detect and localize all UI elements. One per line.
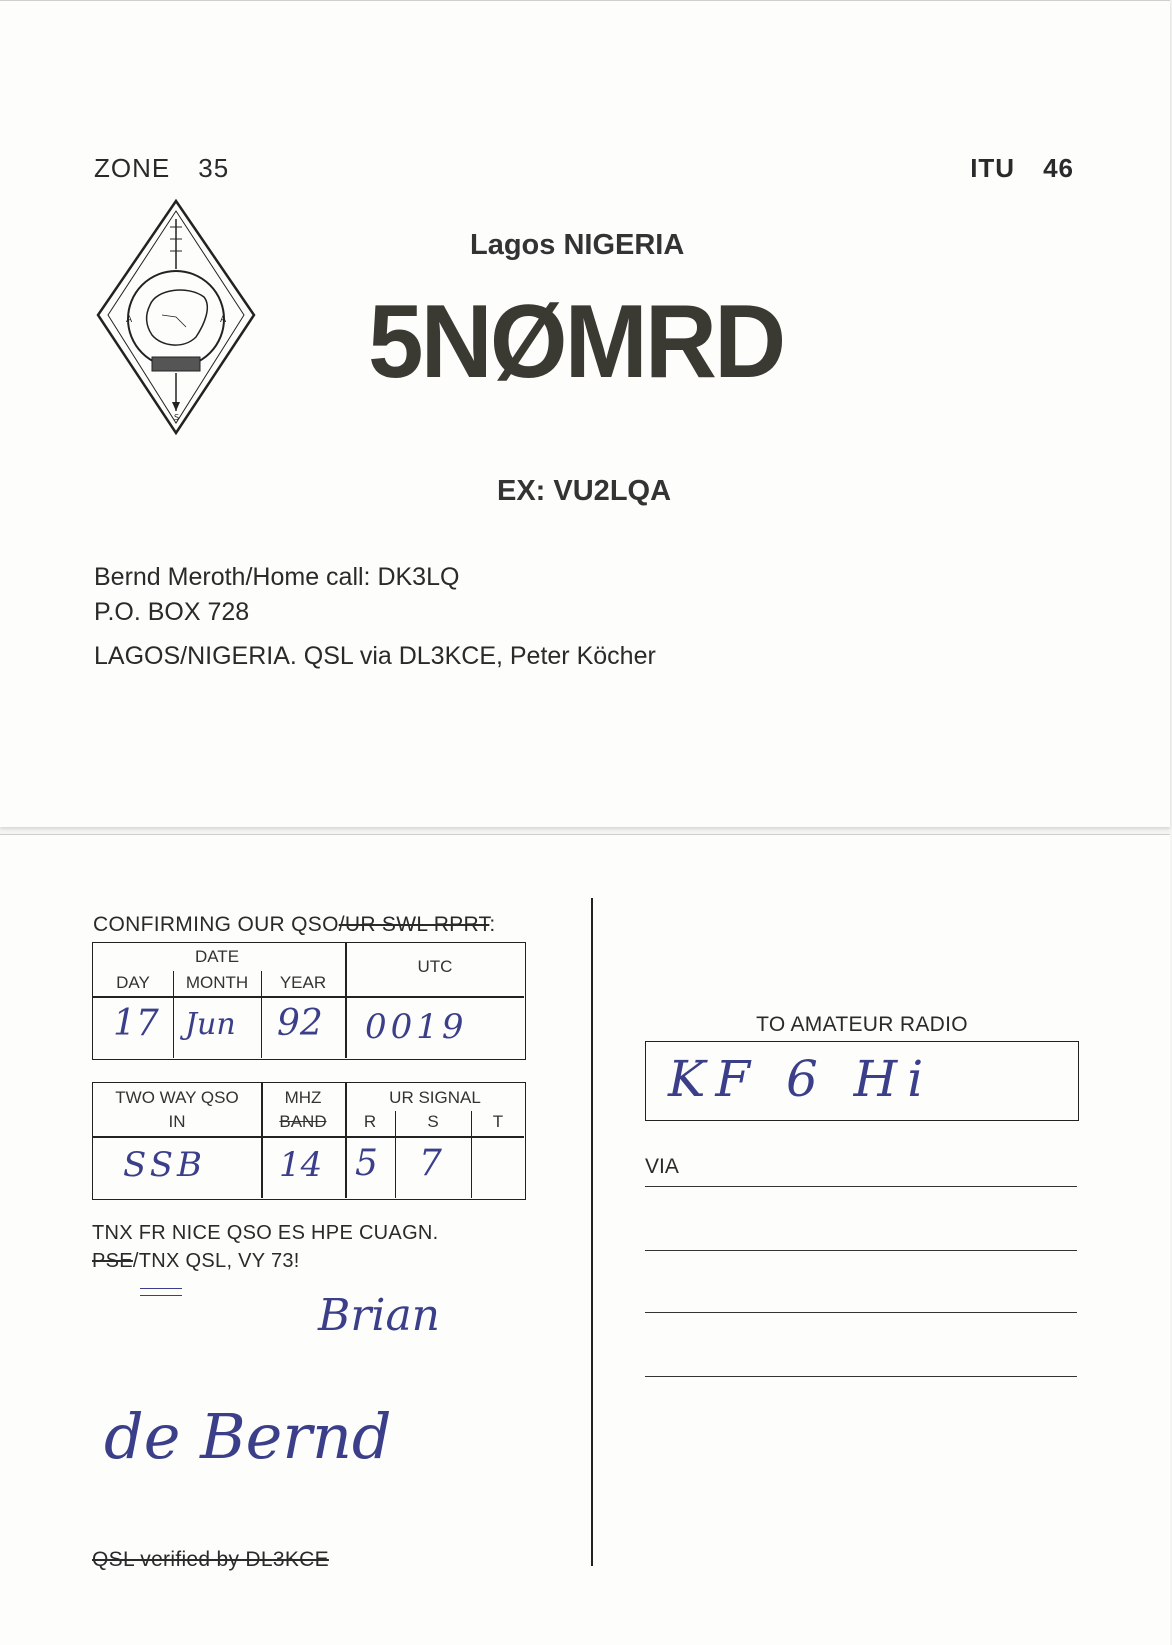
struck-swl-report: /UR SWL RPRT bbox=[338, 913, 490, 936]
svg-text:A: A bbox=[220, 315, 227, 325]
struck-qsl-verified: QSL verified by DL3KCE bbox=[92, 1548, 329, 1571]
date-utc-table bbox=[92, 942, 526, 1060]
signal-header: UR SIGNAL bbox=[389, 1088, 481, 1107]
operator-name-line: Bernd Meroth/Home call: DK3LQ bbox=[94, 563, 460, 591]
qsl-manager-line: LAGOS/NIGERIA. QSL via DL3KCE, Peter Köcher bbox=[94, 642, 656, 670]
former-callsign: EX: VU2LQA bbox=[497, 475, 672, 507]
zone-value: 35 bbox=[198, 153, 230, 183]
utc-header: UTC bbox=[417, 957, 453, 976]
s-value: 7 bbox=[419, 1143, 442, 1184]
svg-text:S: S bbox=[174, 413, 180, 422]
year-header: YEAR bbox=[279, 973, 327, 992]
r-value: 5 bbox=[355, 1143, 378, 1184]
date-header: DATE bbox=[194, 947, 240, 966]
via-line-4 bbox=[645, 1376, 1077, 1377]
utc-value: 0019 bbox=[365, 1007, 468, 1047]
month-value: Jun bbox=[185, 1007, 236, 1042]
mode-header: TWO WAY QSO bbox=[115, 1088, 239, 1107]
band-value: 14 bbox=[279, 1145, 323, 1185]
s-header: S bbox=[427, 1112, 439, 1131]
svg-text:A: A bbox=[126, 315, 133, 325]
underline-mark bbox=[140, 1288, 182, 1296]
mode-value: SSB bbox=[123, 1145, 206, 1185]
via-line-2 bbox=[645, 1250, 1077, 1251]
via-line-3 bbox=[645, 1312, 1077, 1313]
via-line-1 bbox=[645, 1186, 1077, 1187]
recipient-box bbox=[645, 1041, 1079, 1121]
year-value: 92 bbox=[277, 1003, 323, 1044]
po-box-line: P.O. BOX 728 bbox=[94, 598, 250, 626]
t-header: T bbox=[492, 1112, 504, 1131]
qth-city: Lagos NIGERIA bbox=[470, 229, 685, 261]
month-header: MONTH bbox=[185, 973, 249, 992]
day-value: 17 bbox=[113, 1003, 159, 1044]
tnx-line-1: TNX FR NICE QSO ES HPE CUAGN. bbox=[92, 1222, 439, 1244]
tnx-line-2: PSE/TNX QSL, VY 73! bbox=[92, 1250, 300, 1272]
mhz-header: MHZ bbox=[284, 1088, 322, 1107]
band-header: BAND bbox=[279, 1112, 327, 1131]
signature-bernd: de Bernd bbox=[104, 1400, 392, 1473]
itu-value: 46 bbox=[1043, 153, 1074, 183]
day-header: DAY bbox=[116, 973, 150, 992]
station-callsign: 5NØMRD bbox=[368, 284, 784, 400]
zone-label: ZONE 35 bbox=[94, 153, 230, 183]
mode-signal-table bbox=[92, 1082, 526, 1200]
struck-pse: PSE bbox=[92, 1250, 133, 1272]
via-label: VIA bbox=[645, 1155, 679, 1178]
itu-label: ITU 46 bbox=[970, 153, 1074, 183]
nigeria-radio-society-logo bbox=[92, 197, 260, 437]
to-amateur-radio-label: TO AMATEUR RADIO bbox=[756, 1013, 968, 1036]
signature-brian: Brian bbox=[318, 1290, 441, 1341]
recipient-callsign: KF 6 Hi bbox=[668, 1050, 934, 1108]
confirming-label: CONFIRMING OUR QSO/UR SWL RPRT: bbox=[93, 913, 496, 936]
card-divider bbox=[591, 898, 593, 1566]
mode-header-in: IN bbox=[168, 1112, 186, 1131]
r-header: R bbox=[363, 1112, 377, 1131]
